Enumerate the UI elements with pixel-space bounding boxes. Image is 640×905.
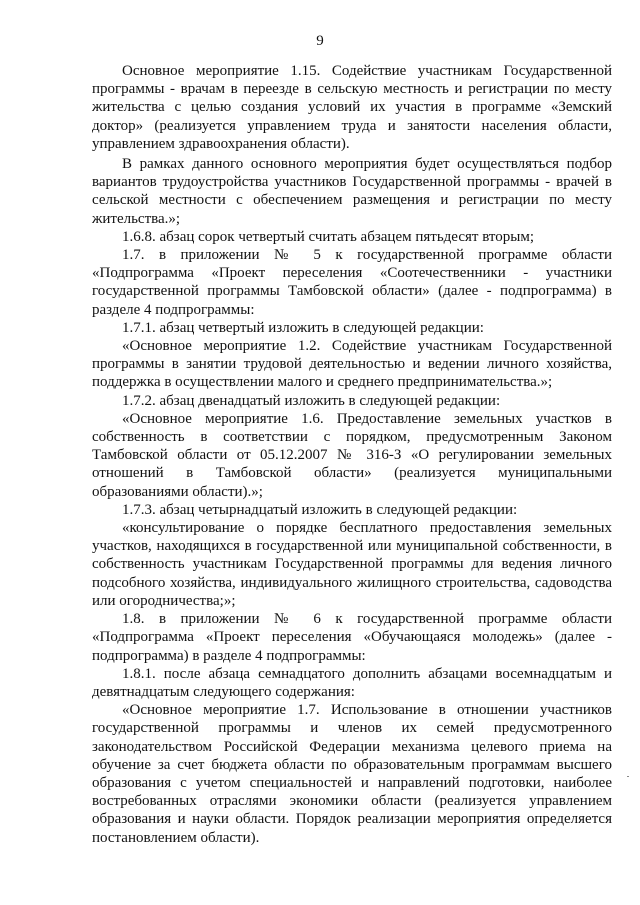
paragraph-5: 1.7.1. абзац четвертый изложить в следующей редакции: [122, 319, 484, 336]
paragraph-2: В рамках данного основного мероприятия будет осуществляться подбор вариантов трудоустройства участников Государственной программы - врачей в сельской местности с обеспечением размещения и регистрации по месту жительства.»; [92, 156, 612, 227]
paragraph-8: «Основное мероприятие 1.6. Предоставление земельных участков в собственность в соответствии с порядком, предусмотренным Законом Тамбовской области от 05.12.2007 № 316-З «О регулировании земельных отношений в Тамбовской области» (реализуется муниципальными образованиями области).»; [92, 410, 612, 500]
paragraph-11: 1.8. в приложении № 6 к государственной программе области «Подпрограмма «Проект переселения «Обучающаяся молодежь» (далее - подпрограмма) в разделе 4 подпрограммы: [92, 611, 612, 664]
scan-speck [627, 776, 629, 777]
paragraph-10: «консультирование о порядке бесплатного предоставления земельных участков, находящихся в государственной или муниципальной собственности, в собственность участникам Государственной программы для ведения личного подсобного хозяйства, индивидуального жилищного строительства, садоводства или огородничества;»; [92, 520, 612, 609]
paragraph-3: 1.6.8. абзац сорок четвертый считать абзацем пятьдесят вторым; [122, 228, 535, 245]
paragraph-12: 1.8.1. после абзаца семнадцатого дополнить абзацами восемнадцатым и девятнадцатым следующего содержания: [92, 665, 612, 700]
page-number: 9 [316, 33, 324, 49]
paragraph-9: 1.7.3. абзац четырнадцатый изложить в следующей редакции: [122, 501, 518, 518]
paragraph-1: Основное мероприятие 1.15. Содействие участникам Государственной программы - врачам в переезде в сельскую местность и регистрации по месту жительства с целью создания условий их участия в программе «Земский доктор» (реализуется управлением труда и занятости населения области, управлением здравоохранения области). [92, 63, 612, 152]
paragraph-6: «Основное мероприятие 1.2. Содействие участникам Государственной программы в занятии трудовой деятельностью и ведении личного хозяйства, поддержка в осуществлении малого и среднего предпринимательства.»; [92, 338, 612, 391]
paragraph-13: «Основное мероприятие 1.7. Использование в отношении участников государственной программы и членов их семей предусмотренного законодательством Российской Федерации механизма целевого приема на обучение за счет бюджета области по образовательным программам высшего образования с учетом специальностей и направлений подготовки, наиболее востребованных отраслями экономики области (реализуется управлением образования и науки области. Порядок реализации мероприятия определяется постановлением области). [92, 702, 612, 846]
document-body [92, 62, 612, 847]
paragraph-4: 1.7. в приложении № 5 к государственной программе области «Подпрограмма «Проект переселения «Соотечественники - участники государственной программы Тамбовской области» (далее - подпрограмма) в разделе 4 подпрограммы: [92, 247, 612, 318]
paragraph-7: 1.7.2. абзац двенадцатый изложить в следующей редакции: [122, 392, 501, 409]
